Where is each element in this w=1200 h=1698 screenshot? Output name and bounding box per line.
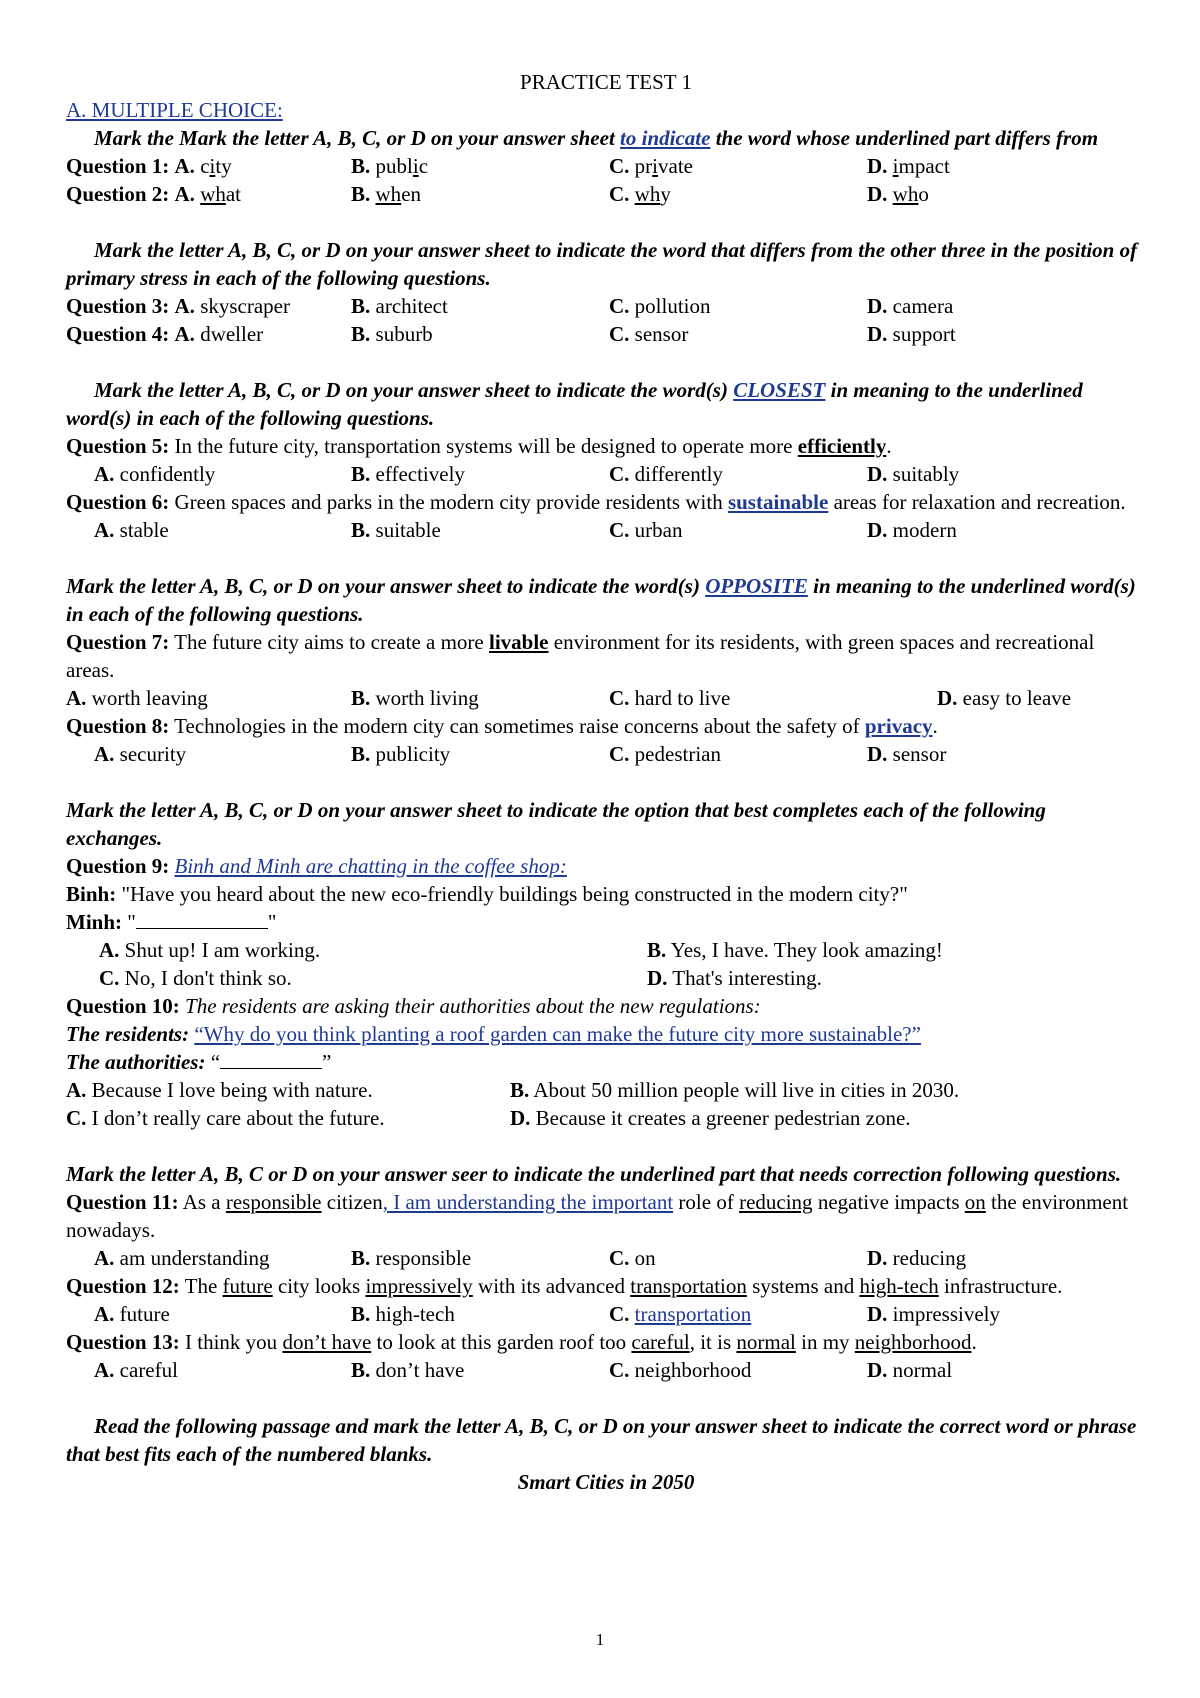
- question-label: Question 9:: [66, 854, 170, 878]
- question-label: Question 3:: [66, 294, 170, 318]
- question-label: Question 1:: [66, 154, 170, 178]
- underlined-part: high-tech: [859, 1274, 939, 1298]
- underlined-part: impressively: [365, 1274, 473, 1298]
- instruction-6: Mark the letter A, B, C or D on your answer seer to indicate the underlined part that needs correction following questions.: [66, 1162, 1122, 1186]
- option-a-letter: A.: [174, 182, 195, 206]
- question-text: , it is: [689, 1330, 737, 1354]
- option-text: y: [660, 182, 671, 206]
- underlined-part: careful: [631, 1330, 690, 1354]
- instruction-text: in meaning to the underlined word(s) in each of the following questions.: [66, 574, 1136, 626]
- option-text: pedestrian: [629, 742, 721, 766]
- underlined-part: future: [222, 1274, 273, 1298]
- option-text: Shut up! I am working.: [119, 938, 321, 962]
- option-d-letter: D.: [867, 154, 888, 178]
- question-6: [66, 488, 1146, 516]
- option-text: No, I don't think so.: [119, 966, 292, 990]
- question-7-options: [66, 684, 1146, 712]
- link-closest[interactable]: CLOSEST: [733, 378, 826, 402]
- page-title: PRACTICE TEST 1: [520, 70, 692, 94]
- instruction-text: Mark the Mark the letter A, B, C, or D on your answer sheet: [94, 126, 621, 150]
- option-c-letter: C.: [609, 1246, 630, 1270]
- page-number: 1: [595, 1630, 605, 1649]
- option-text: That's interesting.: [667, 966, 822, 990]
- question-7: [66, 628, 1146, 684]
- option-a-letter: A.: [99, 938, 120, 962]
- option-text: suitably: [887, 462, 960, 486]
- option-a-letter: A.: [66, 1078, 87, 1102]
- option-c-letter: C.: [66, 1106, 87, 1130]
- option-text: worth living: [370, 686, 479, 710]
- question-label: Question 2:: [66, 182, 170, 206]
- option-text: pr: [634, 154, 653, 178]
- option-c-letter: C.: [609, 322, 630, 346]
- instruction-3: [66, 376, 1146, 432]
- option-text: modern: [887, 518, 957, 542]
- option-b-letter: B.: [351, 1358, 371, 1382]
- option-text: normal: [887, 1358, 953, 1382]
- option-text: Yes, I have. They look amazing!: [666, 938, 943, 962]
- option-d-letter: D.: [867, 518, 888, 542]
- question-text: Green spaces and parks in the modern city provide residents with: [169, 490, 728, 514]
- option-c-letter: C.: [609, 742, 630, 766]
- question-2: [66, 180, 1146, 208]
- option-text: vate: [658, 154, 693, 178]
- question-label: Question 12:: [66, 1274, 180, 1298]
- option-b-letter: B.: [351, 742, 371, 766]
- question-text: The future city aims to create a more: [169, 630, 489, 654]
- option-text: architect: [370, 294, 448, 318]
- passage-title: Smart Cities in 2050: [517, 1470, 695, 1494]
- quote-mark: ": [122, 910, 136, 934]
- underlined-part: wh: [200, 182, 226, 206]
- instruction-1: [66, 124, 1146, 152]
- option-text: Because it creates a greener pedestrian zone.: [530, 1106, 911, 1130]
- speaker-label: Binh:: [66, 882, 117, 906]
- question-label: Question 8:: [66, 714, 170, 738]
- instruction-text: Mark the letter A, B, C, or D on your answer sheet to indicate the word(s): [94, 378, 734, 402]
- option-d-letter: D.: [867, 1358, 888, 1382]
- underlined-part: i: [412, 154, 419, 178]
- question-5: [66, 432, 1146, 460]
- underlined-part: wh: [892, 182, 919, 206]
- option-b-letter: B.: [351, 686, 371, 710]
- question-text: citizen: [321, 1190, 383, 1214]
- instruction-text: in meaning to the underlined word(s) in each of the following questions.: [66, 378, 1083, 430]
- option-d-letter: D.: [867, 182, 888, 206]
- underlined-word: privacy: [864, 714, 933, 738]
- option-d-letter: D.: [510, 1106, 531, 1130]
- option-a-letter: A.: [174, 322, 195, 346]
- option-text: c: [200, 154, 210, 178]
- underlined-part: reducing: [739, 1190, 813, 1214]
- option-text: c: [418, 154, 429, 178]
- option-text: effectively: [370, 462, 465, 486]
- option-text: don’t have: [370, 1358, 465, 1382]
- option-text: sensor: [887, 742, 947, 766]
- option-text: pollution: [629, 294, 711, 318]
- question-5-options: [66, 460, 1146, 488]
- question-11-options: [66, 1244, 1146, 1272]
- option-b-letter: B.: [351, 322, 371, 346]
- question-4: [66, 320, 1146, 348]
- speaker-label: Minh:: [66, 910, 123, 934]
- quote-mark: ”: [322, 1050, 332, 1074]
- underlined-part: wh: [375, 182, 402, 206]
- question-label: Question 13:: [66, 1330, 180, 1354]
- underlined-part: i: [652, 154, 659, 178]
- option-d-letter: D.: [867, 1246, 888, 1270]
- underlined-word: efficiently: [797, 434, 887, 458]
- option-b-letter: B.: [351, 1246, 371, 1270]
- question-text: .: [971, 1330, 977, 1354]
- option-text: future: [114, 1302, 170, 1326]
- question-10-options-row-1: [66, 1076, 1146, 1104]
- question-9-options-row-1: [66, 936, 1146, 964]
- option-c-letter: C.: [609, 182, 630, 206]
- option-text: differently: [629, 462, 723, 486]
- option-text: dweller: [194, 322, 264, 346]
- link-to-indicate[interactable]: to indicate: [620, 126, 711, 150]
- option-text: security: [114, 742, 187, 766]
- question-9-options-row-2: [66, 964, 1146, 992]
- option-text: en: [401, 182, 422, 206]
- option-a-letter: A.: [94, 742, 115, 766]
- option-text: responsible: [370, 1246, 472, 1270]
- option-text: ty: [215, 154, 232, 178]
- underlined-part: , I am understanding the important: [382, 1190, 674, 1214]
- underlined-part: normal: [736, 1330, 796, 1354]
- question-label: Question 11:: [66, 1190, 179, 1214]
- question-text: The: [179, 1274, 223, 1298]
- question-text: with its advanced: [472, 1274, 631, 1298]
- question-text: the environment nowadays.: [66, 1190, 1129, 1242]
- question-label: Question 6:: [66, 490, 170, 514]
- question-text: to look at this garden roof too: [371, 1330, 632, 1354]
- question-text: city looks: [272, 1274, 366, 1298]
- question-8: [66, 712, 1146, 740]
- option-text: on: [629, 1246, 656, 1270]
- question-text: role of: [673, 1190, 740, 1214]
- underlined-part: neighborhood: [854, 1330, 972, 1354]
- option-d-letter: D.: [867, 462, 888, 486]
- option-d-letter: D.: [647, 966, 668, 990]
- question-text: areas for relaxation and recreation.: [828, 490, 1126, 514]
- option-b-letter: B.: [510, 1078, 530, 1102]
- option-d-letter: D.: [867, 294, 888, 318]
- option-a-letter: A.: [94, 462, 115, 486]
- option-text: worth leaving: [86, 686, 208, 710]
- question-text: systems and: [746, 1274, 860, 1298]
- option-c-letter: C.: [609, 154, 630, 178]
- underlined-part: i: [209, 154, 216, 178]
- link-opposite[interactable]: OPPOSITE: [705, 574, 808, 598]
- option-text: neighborhood: [629, 1358, 752, 1382]
- option-a-letter: A.: [94, 1246, 115, 1270]
- option-d-letter: D.: [867, 1302, 888, 1326]
- option-b-letter: B.: [351, 294, 371, 318]
- question-label: Question 5:: [66, 434, 170, 458]
- option-text: suburb: [370, 322, 433, 346]
- instruction-2: Mark the letter A, B, C, or D on your answer sheet to indicate the word that differs from the other three in the position of primary stress in each of the following questions.: [66, 238, 1138, 290]
- question-10: [66, 992, 1146, 1020]
- option-text: at: [225, 182, 242, 206]
- option-text: high-tech: [370, 1302, 455, 1326]
- underlined-part: wh: [634, 182, 661, 206]
- option-c-letter: C.: [609, 518, 630, 542]
- option-text: easy to leave: [957, 686, 1072, 710]
- option-text: confidently: [114, 462, 216, 486]
- option-text: About 50 million people will live in cities in 2030.: [529, 1078, 960, 1102]
- instruction-text: Mark the letter A, B, C, or D on your answer sheet to indicate the word(s): [66, 574, 706, 598]
- option-c-letter: C.: [99, 966, 120, 990]
- quote-mark: ": [267, 910, 277, 934]
- question-3: [66, 292, 1146, 320]
- instruction-4: [66, 572, 1146, 628]
- option-c-letter: C.: [609, 294, 630, 318]
- option-text: suitable: [370, 518, 441, 542]
- question-text: In the future city, transportation systems will be designed to operate more: [169, 434, 798, 458]
- question-10-options-row-2: [66, 1104, 1146, 1132]
- answer-blank[interactable]: [136, 910, 268, 929]
- option-text: I don’t really care about the future.: [86, 1106, 385, 1130]
- option-text: hard to live: [629, 686, 731, 710]
- question-11: [66, 1188, 1146, 1244]
- option-c-letter: C.: [609, 686, 630, 710]
- instruction-5: Mark the letter A, B, C, or D on your answer sheet to indicate the option that best completes each of the following exchanges.: [66, 798, 1046, 850]
- section-heading: A. MULTIPLE CHOICE:: [66, 98, 283, 122]
- option-a-letter: A.: [174, 154, 195, 178]
- underlined-word: sustainable: [727, 490, 829, 514]
- option-link[interactable]: transportation: [634, 1302, 752, 1326]
- option-b-letter: B.: [351, 462, 371, 486]
- question-text: I think you: [179, 1330, 283, 1354]
- option-text: careful: [114, 1358, 178, 1382]
- question-text: in my: [795, 1330, 855, 1354]
- option-a-letter: A.: [94, 1302, 115, 1326]
- option-text: Because I love being with nature.: [86, 1078, 373, 1102]
- option-d-letter: D.: [867, 742, 888, 766]
- option-b-letter: B.: [351, 518, 371, 542]
- question-label: Question 4:: [66, 322, 170, 346]
- option-text: am understanding: [114, 1246, 270, 1270]
- option-text: mpact: [898, 154, 950, 178]
- dialogue-text: "Have you heard about the new eco-friendly buildings being constructed in the modern city?": [116, 882, 908, 906]
- question-context: The residents are asking their authorities about the new regulations:: [179, 994, 761, 1018]
- option-b-letter: B.: [647, 938, 667, 962]
- question-12-options: [66, 1300, 1146, 1328]
- question-9: [66, 852, 1146, 880]
- underlined-part: transportation: [630, 1274, 747, 1298]
- option-text: camera: [887, 294, 954, 318]
- option-c-letter: C.: [609, 462, 630, 486]
- option-b-letter: B.: [351, 182, 371, 206]
- option-text: o: [918, 182, 929, 206]
- question-13: [66, 1328, 1146, 1356]
- underlined-part: responsible: [225, 1190, 322, 1214]
- question-text: infrastructure.: [938, 1274, 1063, 1298]
- option-a-letter: A.: [94, 1358, 115, 1382]
- option-d-letter: D.: [867, 322, 888, 346]
- dialogue-line-2: [66, 908, 1146, 936]
- dialogue-line-1: [66, 880, 1146, 908]
- option-text: urban: [629, 518, 683, 542]
- option-text: stable: [114, 518, 169, 542]
- instruction-text: the word whose underlined part differs from: [710, 126, 1099, 150]
- option-text: skyscraper: [194, 294, 290, 318]
- option-a-letter: A.: [94, 518, 115, 542]
- option-text: publ: [375, 154, 413, 178]
- option-text: publicity: [370, 742, 451, 766]
- link-context[interactable]: Binh and Minh are chatting in the coffee shop:: [174, 854, 567, 878]
- option-b-letter: B.: [351, 1302, 371, 1326]
- question-label: Question 7:: [66, 630, 170, 654]
- dialogue-line-1: [66, 1020, 1146, 1048]
- question-text: Technologies in the modern city can sometimes raise concerns about the safety of: [169, 714, 865, 738]
- question-6-options: [66, 516, 1146, 544]
- option-c-letter: C.: [609, 1358, 630, 1382]
- question-13-options: [66, 1356, 1146, 1384]
- option-b-letter: B.: [351, 154, 371, 178]
- option-c-letter: C.: [609, 1302, 630, 1326]
- quote-mark: “: [205, 1050, 221, 1074]
- option-d-letter: D.: [937, 686, 958, 710]
- option-text: reducing: [887, 1246, 967, 1270]
- question-text: As a: [178, 1190, 226, 1214]
- underlined-part: on: [964, 1190, 986, 1214]
- question-8-options: [66, 740, 1146, 768]
- option-a-letter: A.: [66, 686, 87, 710]
- question-label: Question 10:: [66, 994, 180, 1018]
- question-12: [66, 1272, 1146, 1300]
- speaker-label: The authorities:: [66, 1050, 206, 1074]
- document-page: [66, 68, 1146, 1496]
- option-text: sensor: [629, 322, 689, 346]
- option-text: impressively: [887, 1302, 1000, 1326]
- question-text: .: [886, 434, 892, 458]
- underlined-part: don’t have: [282, 1330, 372, 1354]
- link-quote[interactable]: “Why do you think planting a roof garden can make the future city more sustainable?”: [194, 1022, 921, 1046]
- question-text: environment for its residents, with green spaces and recreational areas.: [66, 630, 1095, 682]
- question-text: .: [932, 714, 938, 738]
- option-a-letter: A.: [174, 294, 195, 318]
- instruction-7: Read the following passage and mark the letter A, B, C, or D on your answer sheet to indicate the correct word or phrase that best fits each of the numbered blanks.: [66, 1414, 1137, 1466]
- underlined-word: livable: [489, 630, 549, 654]
- answer-blank[interactable]: [220, 1050, 322, 1069]
- question-1: [66, 152, 1146, 180]
- underlined-part: i: [892, 154, 899, 178]
- option-text: support: [887, 322, 956, 346]
- speaker-label: The residents:: [66, 1022, 190, 1046]
- question-text: negative impacts: [812, 1190, 965, 1214]
- dialogue-line-2: [66, 1048, 1146, 1076]
